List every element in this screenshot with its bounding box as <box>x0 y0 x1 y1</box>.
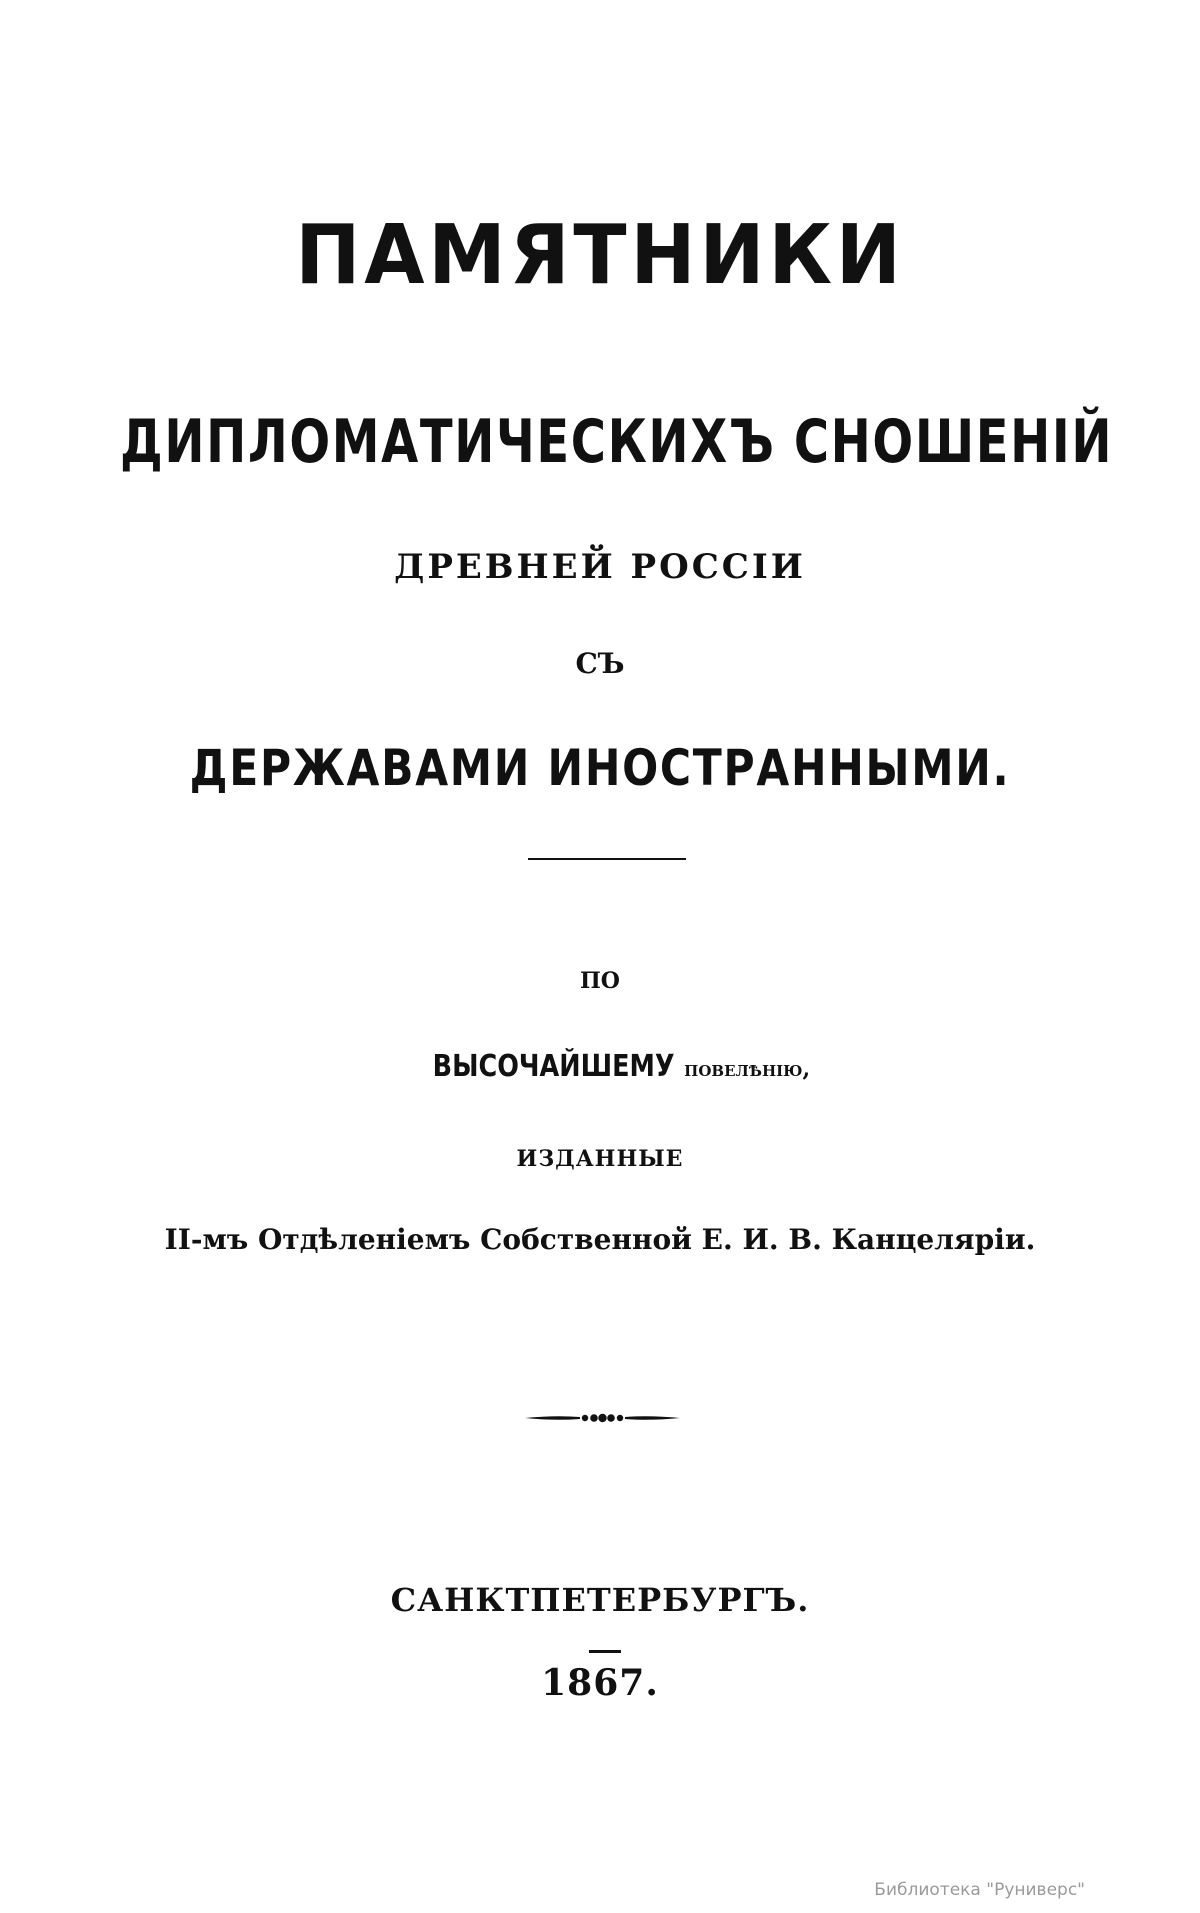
decree-emphasis: ВЫСОЧАЙШЕМУ <box>432 1049 675 1084</box>
publication-year: 1867. <box>541 1662 659 1704</box>
city-imprint: САНКТПЕТЕРБУРГЪ. <box>390 1581 810 1619</box>
title-main: ПАМЯТНИКИ <box>295 208 905 303</box>
title-subtitle: ДИПЛОМАТИЧЕСКИХЪ СНОШЕНІЙ <box>120 407 1114 477</box>
title-ancient-russia: ДРЕВНЕЙ РОССІИ <box>394 547 806 587</box>
decree-text: повелѣнію, <box>684 1056 811 1082</box>
small-rule <box>589 1650 621 1653</box>
by-line: ПО <box>580 968 620 994</box>
title-connector: СЪ <box>575 647 625 680</box>
decree-line <box>0 1049 1200 1084</box>
divider-rule <box>528 858 686 860</box>
published-line: ИЗДАННЫЕ <box>516 1146 684 1172</box>
department-line: II-мъ Отдѣленіемъ Собственной Е. И. В. Канцеляріи. <box>164 1223 1036 1256</box>
library-watermark: Библиотека "Руниверс" <box>874 1880 1085 1900</box>
ornament-divider <box>525 1410 680 1426</box>
title-foreign-powers: ДЕРЖАВАМИ ИНОСТРАННЫМИ. <box>189 739 1011 797</box>
